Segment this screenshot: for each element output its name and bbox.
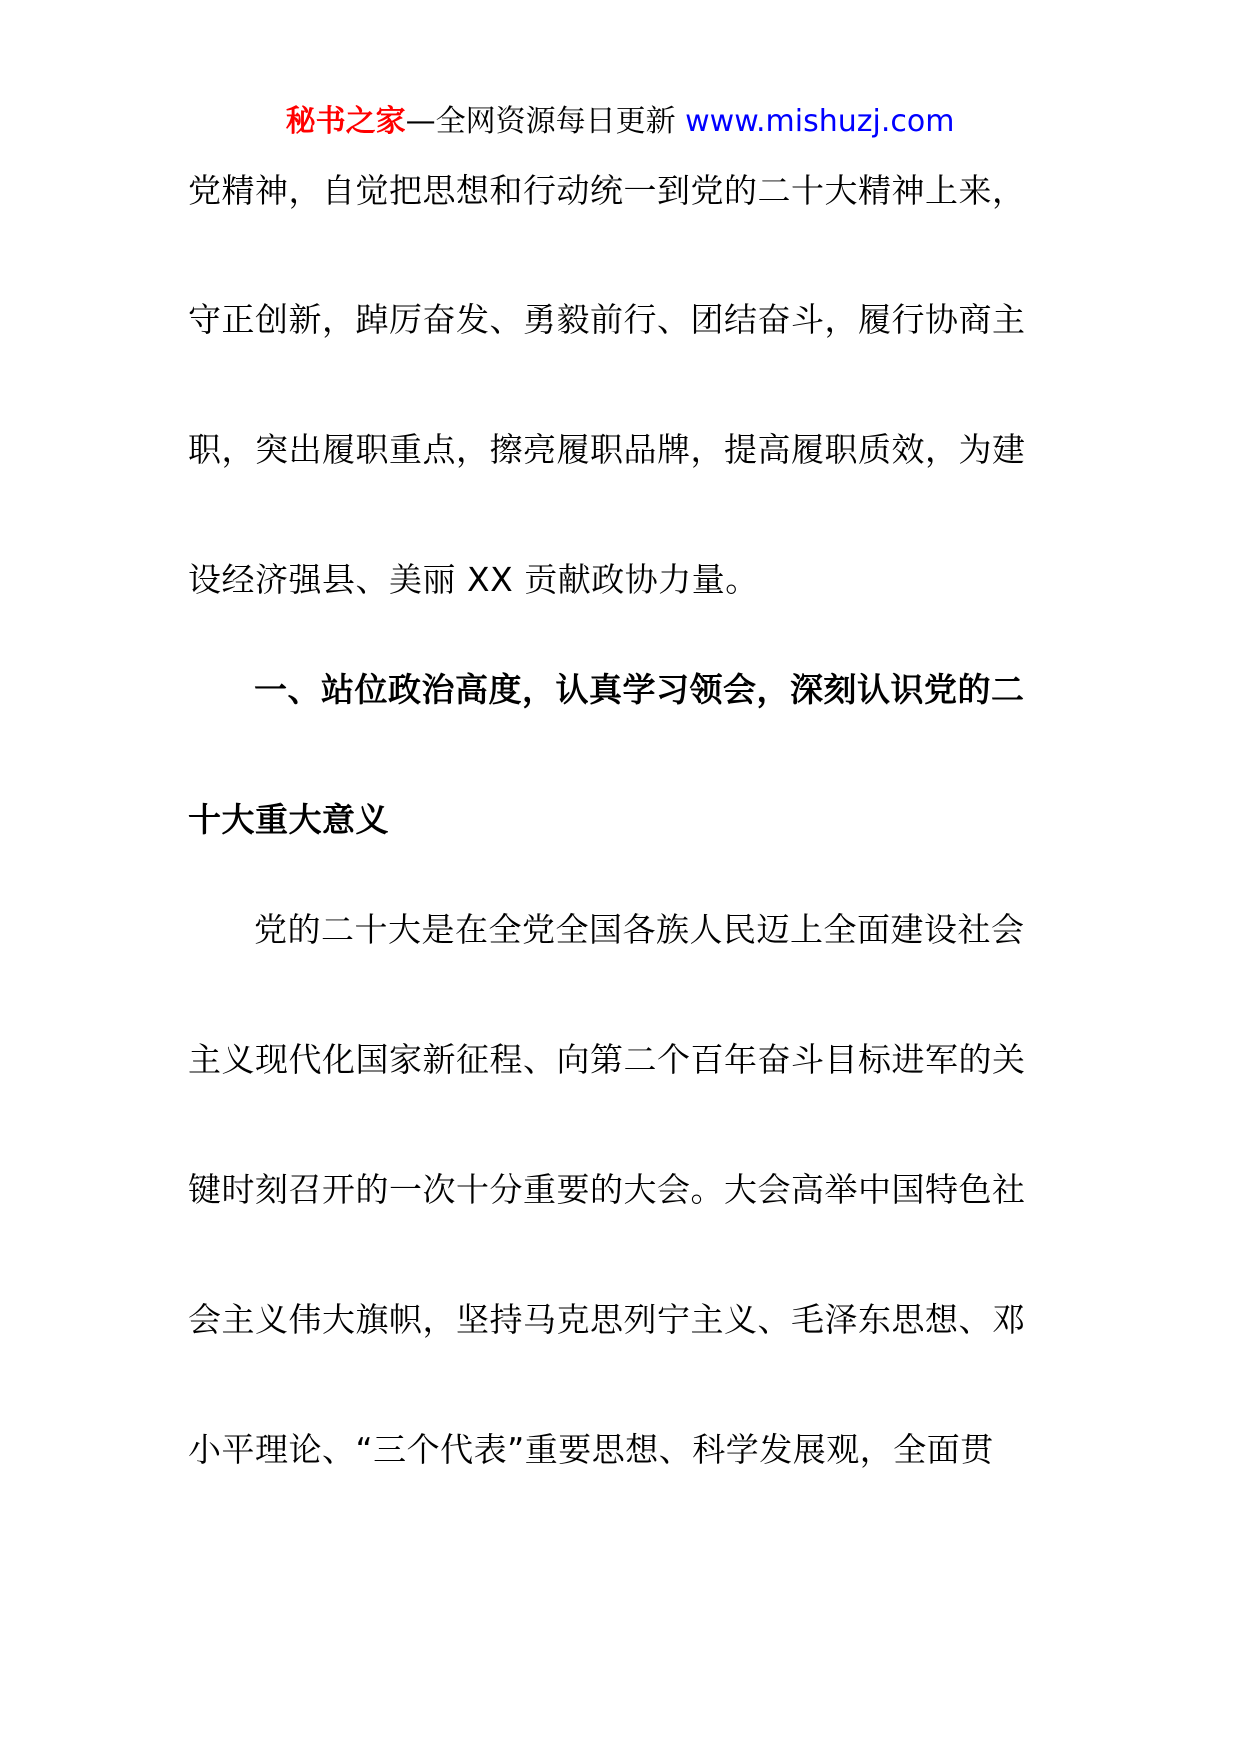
section-heading: 一、站位政治高度，认真学习领会，深刻认识党的二: [254, 670, 1025, 709]
page-header: [0, 102, 1240, 142]
body-text-line: 键时刻召开的一次十分重要的大会。大会高举中国特色社: [188, 1170, 1026, 1209]
body-text-line: 小平理论、“三个代表”重要思想、科学发展观，全面贯: [188, 1430, 994, 1469]
body-text-line: 设经济强县、美丽 XX 贡献政协力量。: [188, 560, 759, 599]
header-tagline: —全网资源每日更新: [405, 104, 686, 139]
body-text-line: 党精神，自觉把思想和行动统一到党的二十大精神上来，: [188, 171, 1026, 210]
section-heading-continued: 十大重大意义: [188, 800, 389, 839]
body-text-line: 主义现代化国家新征程、向第二个百年奋斗目标进军的关: [188, 1040, 1026, 1079]
body-text-line: 会主义伟大旗帜，坚持马克思列宁主义、毛泽东思想、邓: [188, 1300, 1026, 1339]
brand-name: 秘书之家: [285, 104, 406, 139]
website-link[interactable]: www.mishuzj.com: [685, 104, 955, 139]
body-text-line: 职，突出履职重点，擦亮履职品牌，提高履职质效，为建: [188, 430, 1026, 469]
paragraph-first-line: 党的二十大是在全党全国各族人民迈上全面建设社会: [254, 910, 1025, 949]
body-text-line: 守正创新，踔厉奋发、勇毅前行、团结奋斗，履行协商主: [188, 300, 1026, 339]
